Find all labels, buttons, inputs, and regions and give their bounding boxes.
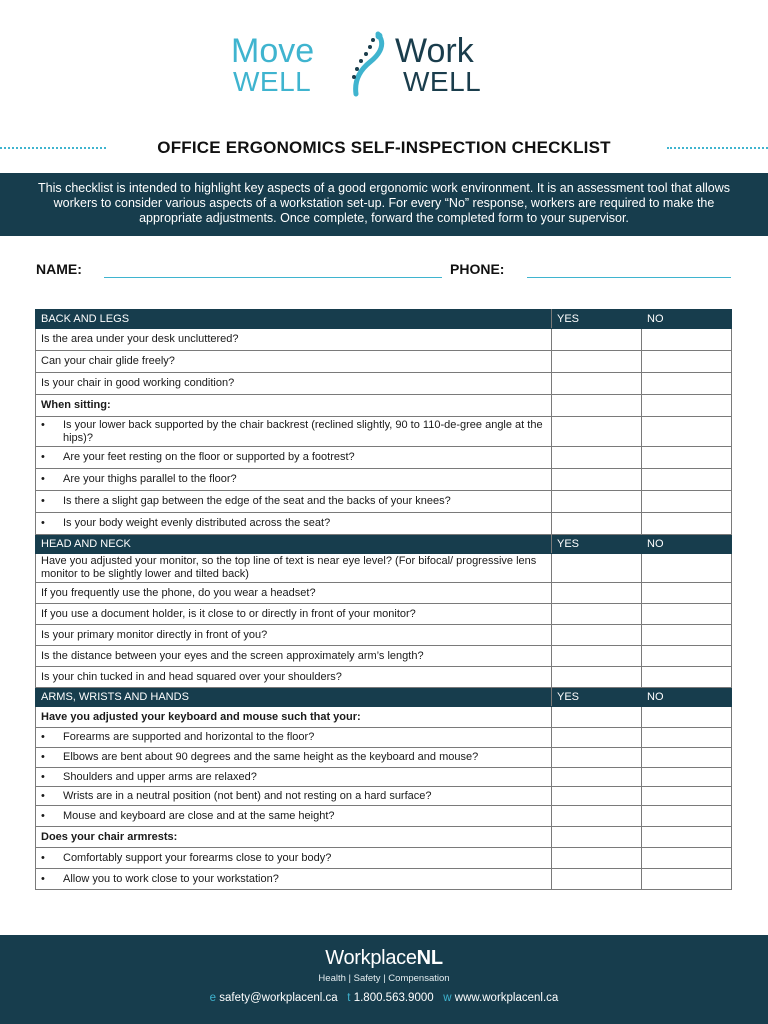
table-row: [36, 469, 732, 491]
web-key: w: [443, 992, 452, 1004]
section-title: ARMS, WRISTS AND HANDS: [36, 688, 552, 707]
yes-checkbox[interactable]: [552, 787, 642, 806]
table-row: [36, 625, 732, 646]
question: Can your chair glide freely?: [36, 351, 552, 373]
no-checkbox[interactable]: [642, 554, 732, 583]
question: Is your primary monitor directly in front of you?: [36, 625, 552, 646]
yes-checkbox[interactable]: [552, 604, 642, 625]
table-row: [36, 748, 732, 768]
yes-checkbox[interactable]: [552, 469, 642, 491]
table-row: [36, 417, 732, 447]
name-label: NAME:: [36, 261, 82, 277]
no-checkbox[interactable]: [642, 827, 732, 848]
yes-checkbox[interactable]: [552, 646, 642, 667]
email-key: e: [209, 992, 217, 1004]
bullet-mark: •: [41, 731, 45, 743]
yes-checkbox[interactable]: [552, 768, 642, 787]
question: Have you adjusted your monitor, so the top line of text is near eye level? (For bifocal/ progressive lens monitor to be slightly lower and tilted back): [36, 554, 552, 583]
question: Wrists are in a neutral position (not bent) and not resting on a hard surface?: [63, 789, 432, 802]
section-title: BACK AND LEGS: [36, 310, 552, 329]
no-column-header: NO: [642, 688, 732, 707]
table-row: [36, 848, 732, 869]
title-dots-right: [667, 147, 768, 149]
section-header-back-and-legs: [36, 310, 732, 329]
footer-tagline: Health | Safety | Compensation: [318, 973, 450, 984]
no-checkbox[interactable]: [642, 447, 732, 469]
table-row: [36, 491, 732, 513]
no-column-header: NO: [642, 310, 732, 329]
no-checkbox[interactable]: [642, 728, 732, 748]
bullet-mark: •: [41, 517, 45, 529]
yes-checkbox[interactable]: [552, 869, 642, 890]
no-checkbox[interactable]: [642, 604, 732, 625]
yes-checkbox[interactable]: [552, 351, 642, 373]
website-link[interactable]: www.workplacenl.ca: [454, 992, 559, 1004]
phone-field[interactable]: [527, 277, 731, 278]
yes-checkbox[interactable]: [552, 491, 642, 513]
page-title: OFFICE ERGONOMICS SELF-INSPECTION CHECKLIST: [157, 138, 611, 157]
table-row: [36, 806, 732, 827]
yes-column-header: YES: [552, 688, 642, 707]
question: Is your body weight evenly distributed across the seat?: [63, 517, 331, 529]
yes-checkbox[interactable]: [552, 417, 642, 447]
question: Elbows are bent about 90 degrees and the same height as the keyboard and mouse?: [63, 751, 479, 763]
table-row: [36, 604, 732, 625]
table-row: [36, 667, 732, 688]
yes-checkbox[interactable]: [552, 827, 642, 848]
checklist-table: [35, 309, 732, 890]
yes-checkbox[interactable]: [552, 625, 642, 646]
table-row: [36, 513, 732, 535]
question: Mouse and keyboard are close and at the same height?: [63, 809, 335, 822]
table-row: [36, 373, 732, 395]
yes-checkbox[interactable]: [552, 707, 642, 728]
yes-checkbox[interactable]: [552, 373, 642, 395]
question: Are your thighs parallel to the floor?: [63, 473, 237, 485]
yes-checkbox[interactable]: [552, 447, 642, 469]
subheading: Have you adjusted your keyboard and mouse such that your:: [36, 707, 552, 728]
no-checkbox[interactable]: [642, 646, 732, 667]
logo-well-left-text: WELL: [233, 66, 312, 97]
table-row: [36, 583, 732, 604]
table-row: [36, 447, 732, 469]
yes-column-header: YES: [552, 310, 642, 329]
no-checkbox[interactable]: [642, 351, 732, 373]
bullet-mark: •: [41, 851, 45, 864]
table-row: [36, 351, 732, 373]
footer: [0, 935, 768, 1024]
bullet-mark: •: [41, 751, 45, 763]
question: If you frequently use the phone, do you wear a headset?: [36, 583, 552, 604]
no-checkbox[interactable]: [642, 787, 732, 806]
logo-well-right-text: WELL: [403, 66, 482, 97]
bullet-mark: •: [41, 495, 45, 507]
no-checkbox[interactable]: [642, 469, 732, 491]
table-row: [36, 768, 732, 787]
brand-workplace: Workplace: [325, 947, 417, 969]
yes-checkbox[interactable]: [552, 848, 642, 869]
no-checkbox[interactable]: [642, 707, 732, 728]
question: Is your chin tucked in and head squared over your shoulders?: [36, 667, 552, 688]
no-checkbox[interactable]: [642, 329, 732, 351]
question: Forearms are supported and horizontal to the floor?: [63, 731, 315, 743]
question: Shoulders and upper arms are relaxed?: [63, 770, 257, 783]
subheading: When sitting:: [36, 395, 552, 417]
no-checkbox[interactable]: [642, 806, 732, 827]
phone-label: PHONE:: [450, 261, 505, 277]
no-column-header: NO: [642, 535, 732, 554]
no-checkbox[interactable]: [642, 748, 732, 768]
no-checkbox[interactable]: [642, 373, 732, 395]
section-header-arms-wrists-hands: [36, 688, 732, 707]
bullet-mark: •: [41, 451, 45, 463]
table-row: [36, 707, 732, 728]
intro-text: This checklist is intended to highlight key aspects of a good ergonomic work environment. It is an assessment tool that allows workers to consider various aspects of a workstation set-up. For every “No” response, workers are required to make the appropriate adjustments. Once complete, forward the completed form to your supervisor.: [0, 173, 768, 236]
yes-checkbox[interactable]: [552, 554, 642, 583]
yes-checkbox[interactable]: [552, 513, 642, 535]
no-checkbox[interactable]: [642, 491, 732, 513]
no-checkbox[interactable]: [642, 768, 732, 787]
yes-checkbox[interactable]: [552, 395, 642, 417]
no-checkbox[interactable]: [642, 583, 732, 604]
bullet-mark: •: [41, 789, 45, 802]
yes-checkbox[interactable]: [552, 806, 642, 827]
question: If you use a document holder, is it close to or directly in front of your monitor?: [36, 604, 552, 625]
bullet-mark: •: [41, 418, 45, 431]
question: Comfortably support your forearms close to your body?: [63, 851, 332, 864]
logo-work-text: Work: [395, 32, 474, 70]
section-header-head-and-neck: [36, 535, 732, 554]
bullet-mark: •: [41, 473, 45, 485]
no-checkbox[interactable]: [642, 869, 732, 890]
yes-checkbox[interactable]: [552, 667, 642, 688]
table-row: [36, 554, 732, 583]
question: Is your chair in good working condition?: [36, 373, 552, 395]
no-checkbox[interactable]: [642, 395, 732, 417]
table-row: [36, 728, 732, 748]
brand-nl: NL: [416, 947, 443, 969]
question: Are your feet resting on the floor or supported by a footrest?: [63, 451, 355, 463]
question: Is your lower back supported by the chair backrest (reclined slightly, 90 to 110-de-gree angle at the hips)?: [63, 418, 543, 444]
logo-move-text: Move: [231, 32, 315, 70]
name-field[interactable]: [104, 277, 442, 278]
question: Allow you to work close to your workstation?: [63, 872, 279, 885]
yes-checkbox[interactable]: [552, 583, 642, 604]
phone-link[interactable]: 1.800.563.9000: [353, 992, 434, 1004]
question: Is the area under your desk uncluttered?: [36, 329, 552, 351]
bullet-mark: •: [41, 770, 45, 783]
logo: [0, 30, 768, 100]
question: Is there a slight gap between the edge of the seat and the backs of your knees?: [63, 495, 451, 507]
question: Is the distance between your eyes and the screen approximately arm’s length?: [36, 646, 552, 667]
table-row: [36, 646, 732, 667]
no-checkbox[interactable]: [642, 848, 732, 869]
section-title: HEAD AND NECK: [36, 535, 552, 554]
email-link[interactable]: safety@workplacenl.ca: [219, 992, 338, 1004]
table-row: [36, 869, 732, 890]
footer-brand: [0, 947, 768, 970]
bullet-mark: •: [41, 872, 45, 885]
no-checkbox[interactable]: [642, 417, 732, 447]
footer-contact: [0, 992, 768, 1004]
no-checkbox[interactable]: [642, 667, 732, 688]
table-row: [36, 787, 732, 806]
tel-key: t: [347, 992, 351, 1004]
spine-icon: [340, 30, 395, 100]
table-row: [36, 395, 732, 417]
subheading: Does your chair armrests:: [36, 827, 552, 848]
no-checkbox[interactable]: [642, 625, 732, 646]
table-row: [36, 827, 732, 848]
no-checkbox[interactable]: [642, 513, 732, 535]
table-row: [36, 329, 732, 351]
yes-checkbox[interactable]: [552, 748, 642, 768]
yes-column-header: YES: [552, 535, 642, 554]
bullet-mark: •: [41, 809, 45, 822]
yes-checkbox[interactable]: [552, 329, 642, 351]
yes-checkbox[interactable]: [552, 728, 642, 748]
